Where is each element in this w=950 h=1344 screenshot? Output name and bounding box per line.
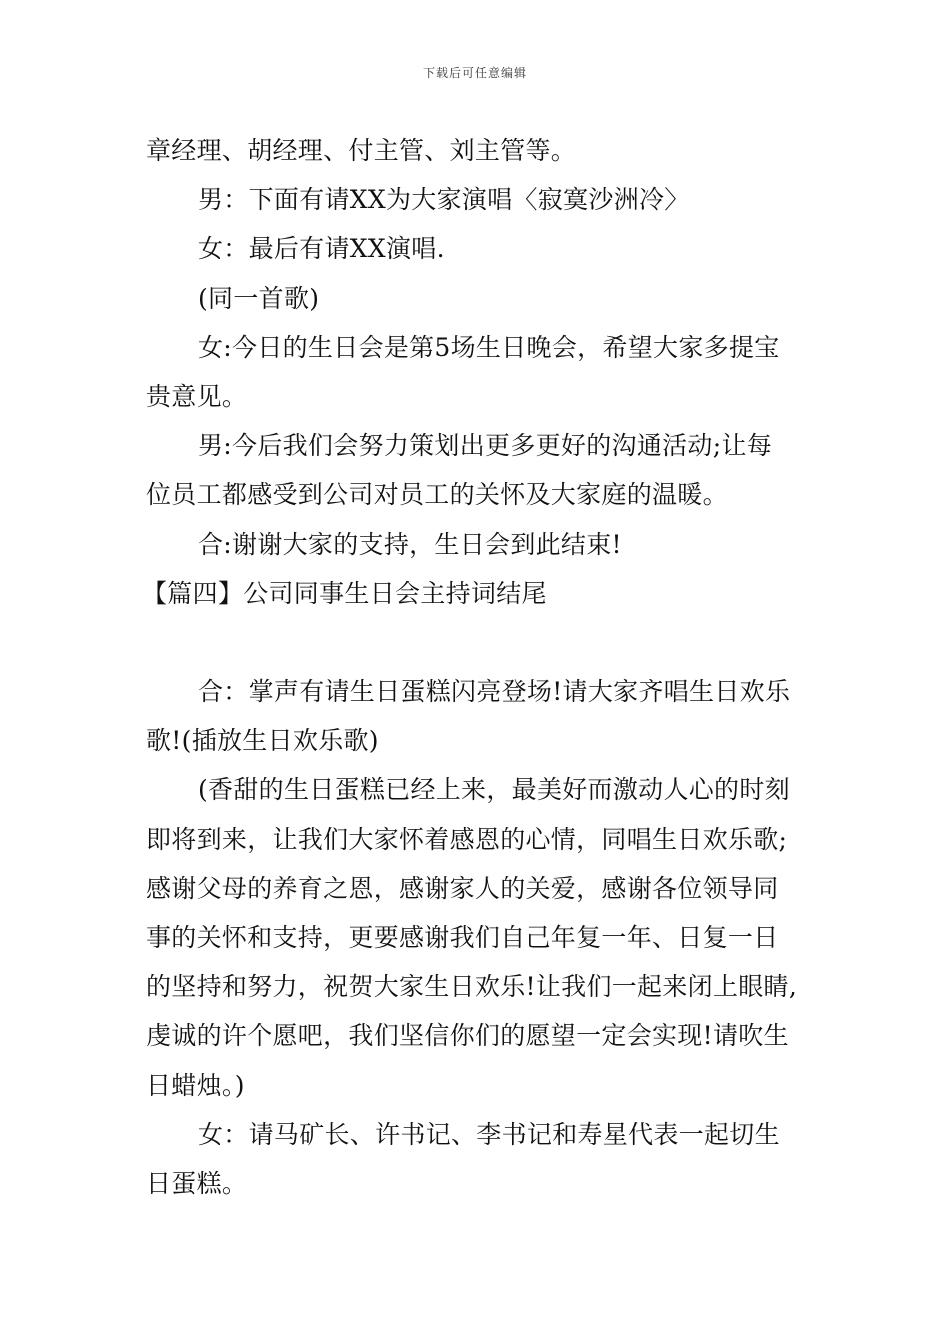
paragraph-cake-entrance [146, 667, 811, 716]
paragraph-future-activities [146, 421, 811, 470]
paragraph-fifth-party-cont: 贵意见。 [146, 382, 248, 412]
paragraph-line: 女：请马矿长、许书记、李书记和寿星代表一起切生 [198, 1119, 780, 1149]
paragraph-line: (香甜的生日蛋糕已经上来，最美好而激动人心的时刻 [198, 775, 790, 805]
paragraph-cut-cake-cont: 日蛋糕。 [146, 1169, 248, 1199]
paragraph-cake-speech-line5: 的坚持和努力，祝贺大家生日欢乐!让我们一起来闭上眼睛, [146, 972, 798, 1002]
paragraph-fifth-party [146, 323, 811, 372]
paragraph-cake-entrance-cont: 歌!(插放生日欢乐歌) [146, 726, 379, 756]
paragraph-line: 合：掌声有请生日蛋糕闪亮登场!请大家齐唱生日欢乐 [198, 677, 791, 707]
paragraph-same-song: (同一首歌) [198, 283, 320, 313]
paragraph-cake-speech [146, 765, 811, 814]
paragraph-cut-cake [146, 1110, 811, 1159]
document-body [142, 126, 811, 1208]
header-note: 下载后可任意编辑 [422, 66, 527, 80]
paragraph-cake-speech-line6: 虔诚的许个愿吧，我们坚信你们的愿望一定会实现!请吹生 [146, 1021, 789, 1051]
paragraph-future-activities-cont: 位员工都感受到公司对员工的关怀及大家庭的温暖。 [146, 480, 728, 510]
paragraph-attendees: 章经理、胡经理、付主管、刘主管等。 [146, 136, 577, 165]
paragraph-cake-speech-line3: 感谢父母的养育之恩，感谢家人的关爱，感谢各位领导同 [146, 873, 779, 903]
blank-line [146, 618, 811, 667]
paragraph-closing-thanks: 合:谢谢大家的支持，生日会到此结束! [198, 529, 622, 559]
section-heading: 【篇四】公司同事生日会主持词结尾 [142, 578, 547, 608]
paragraph-male-host-song: 男：下面有请XX为大家演唱〈寂寞沙洲冷〉 [198, 185, 690, 215]
paragraph-cake-speech-line2: 即将到来，让我们大家怀着感恩的心情，同唱生日欢乐歌; [146, 824, 788, 854]
paragraph-line: 女:今日的生日会是第5场生日晚会，希望大家多提宝 [198, 332, 780, 362]
paragraph-line: 男:今后我们会努力策划出更多更好的沟通活动;让每 [198, 431, 773, 461]
paragraph-cake-speech-line7: 日蜡烛。) [146, 1070, 245, 1100]
paragraph-cake-speech-line4: 事的关怀和支持，更要感谢我们自己年复一年、日复一日 [146, 923, 779, 953]
paragraph-female-host-song: 女：最后有请XX演唱. [198, 234, 445, 264]
